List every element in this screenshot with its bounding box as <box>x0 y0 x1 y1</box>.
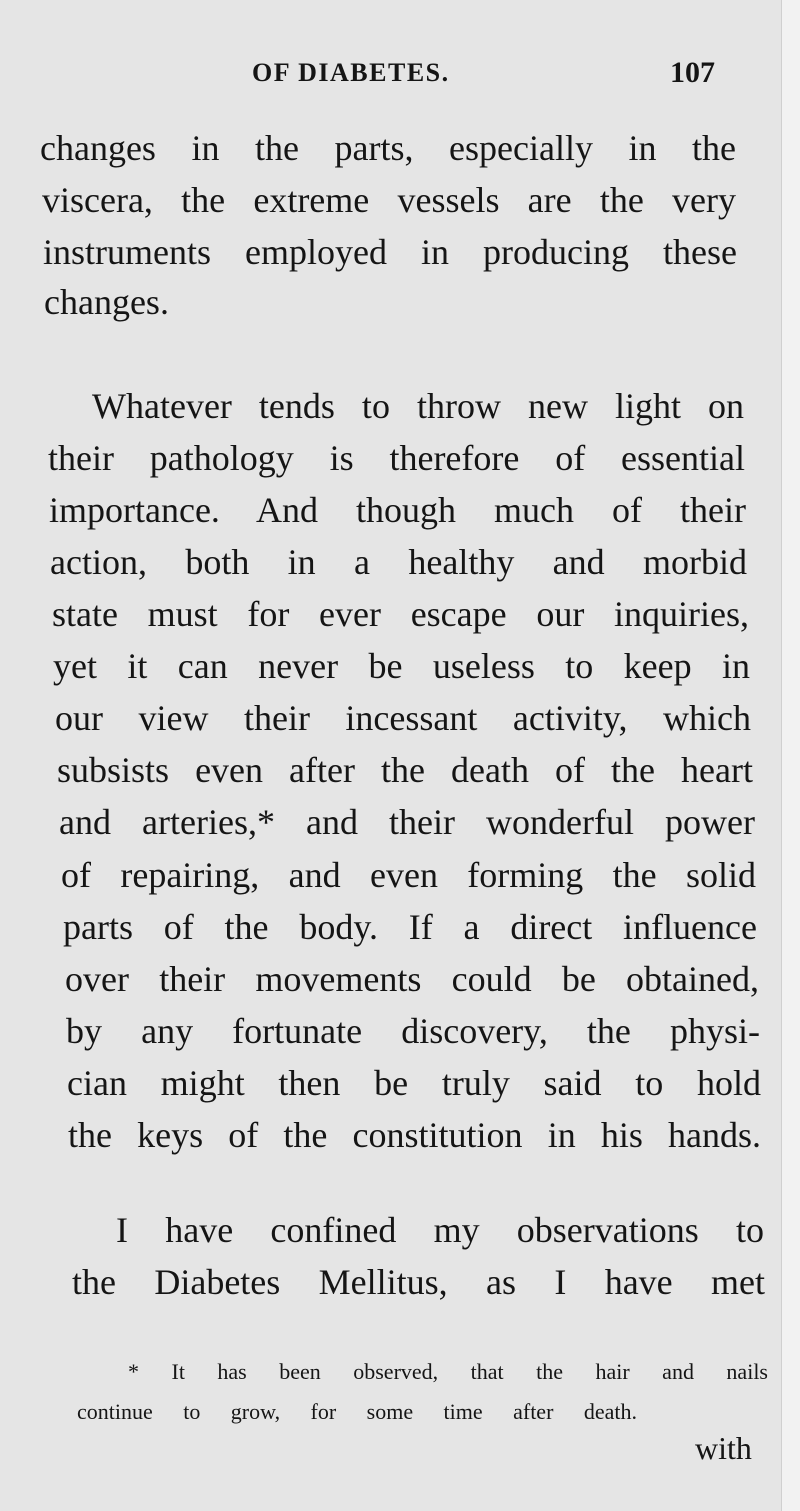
text-line: of repairing, and even forming the solid <box>61 855 756 895</box>
text-line: our view their incessant activity, which <box>55 698 751 738</box>
text-line: state must for ever escape our inquiries, <box>52 594 749 634</box>
text-line: action, both in a healthy and morbid <box>50 542 747 582</box>
text-line: and arteries,* and their wonderful power <box>59 802 755 842</box>
text-line: viscera, the extreme vessels are the very <box>42 180 736 220</box>
running-title: OF DIABETES. <box>252 58 450 87</box>
text-line: changes in the parts, especially in the <box>40 128 736 168</box>
text-line: cian might then be truly said to hold <box>67 1063 761 1103</box>
text-line: over their movements could be obtained, <box>65 959 759 999</box>
text-line: Whatever tends to throw new light on <box>92 386 744 426</box>
text-line: importance. And though much of their <box>49 490 746 530</box>
page-header <box>0 58 800 98</box>
text-line: the keys of the constitution in his hands. <box>68 1115 761 1155</box>
page-number: 107 <box>670 56 715 89</box>
text-line: yet it can never be useless to keep in <box>53 646 750 686</box>
text-line: subsists even after the death of the heart <box>57 750 753 790</box>
footnote-line: continue to grow, for some time after death. <box>77 1399 637 1424</box>
text-line: the Diabetes Mellitus, as I have met <box>72 1262 765 1302</box>
text-line: parts of the body. If a direct influence <box>63 907 757 947</box>
text-line: I have confined my observations to <box>116 1210 764 1250</box>
catchword: with <box>695 1430 752 1466</box>
text-line: instruments employed in producing these <box>43 232 737 272</box>
text-line: their pathology is therefore of essential <box>48 438 745 478</box>
page-edge <box>781 0 800 1511</box>
footnote-line: * It has been observed, that the hair and nails <box>128 1359 768 1384</box>
text-line: by any fortunate discovery, the physi- <box>66 1011 760 1051</box>
text-line: changes. <box>44 282 169 322</box>
